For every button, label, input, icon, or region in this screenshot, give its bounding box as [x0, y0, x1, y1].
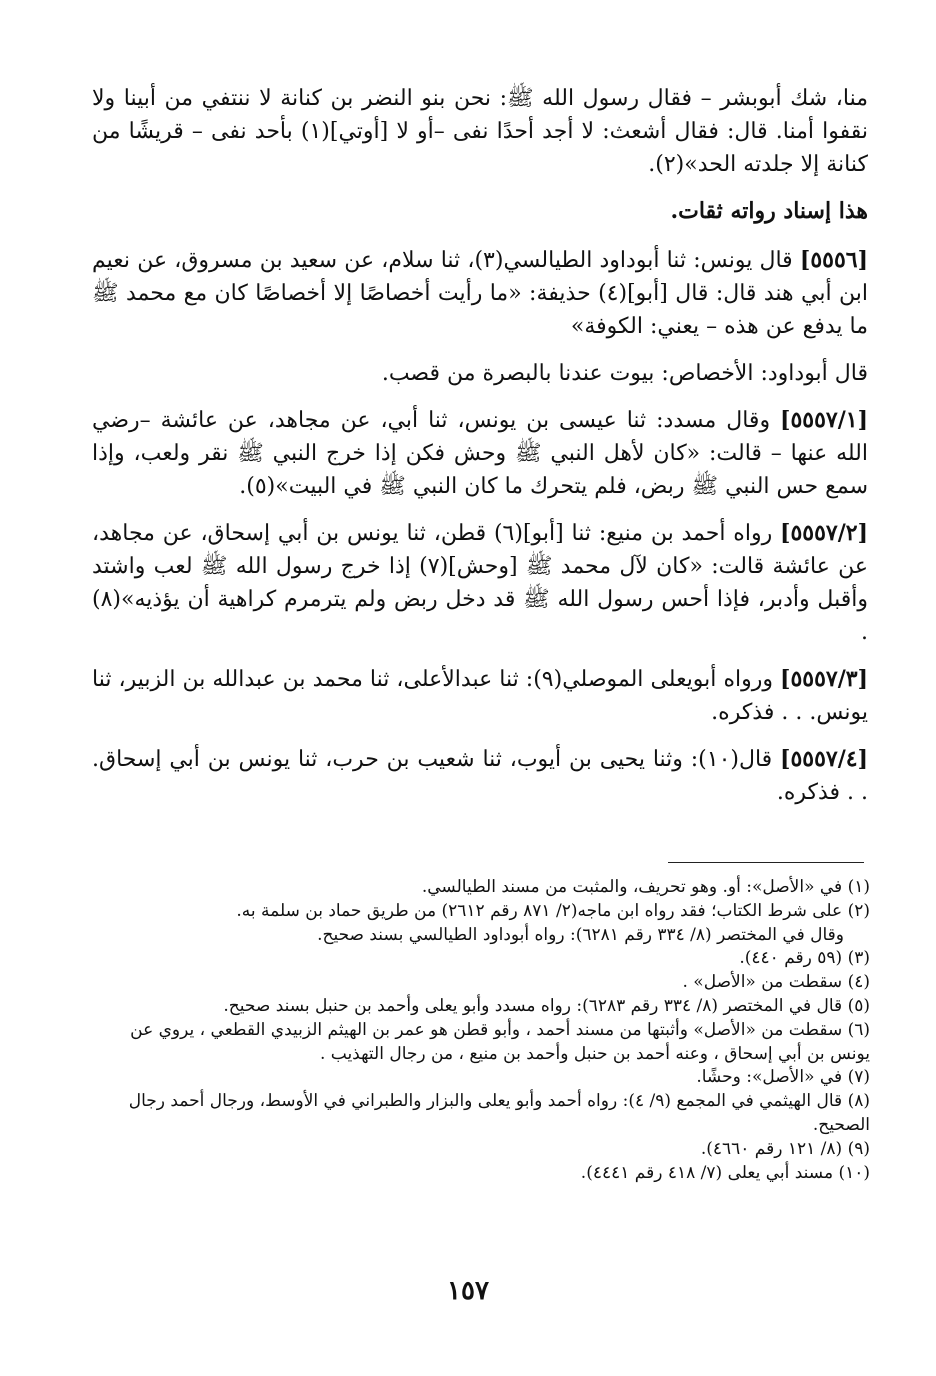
hadith-5557-4 — [92, 743, 868, 809]
footnote-5: (٥) قال في المختصر (٨/ ٣٣٤ رقم ٦٢٨٣): رواه مسدد وأبو يعلى وأحمد بن حنبل بسند صحيح. — [223, 995, 870, 1016]
footnote-4: (٤) سقطت من «الأصل» . — [682, 972, 870, 993]
hadith-text: قال يونس: ثنا أبوداود الطيالسي(٣)، ثنا سلام، عن سعيد بن مسروق، عن نعيم ابن أبي هند قال: قال [أبو](٤) حذيفة: «ما رأيت أخصاصًا إلا أخصاصًا كان مع محمد ﷺ ما يدفع عن هذه – يعني: الكوفة» — [92, 248, 868, 339]
footnote-6: (٦) سقطت من «الأصل» وأثبتها من مسند أحمد ، وأبو قطن هو عمر بن الهيثم الزبيدي القطعي ، يروي عن يونس بن أبي إسحاق ، وعنه أحمد بن حنبل وأحمد بن منيع ، من رجال التهذيب . — [130, 1019, 870, 1064]
hadith-text: رواه أحمد بن منيع: ثنا [أبو](٦) قطن، ثنا يونس بن أبي إسحاق، عن مجاهد، عن عائشة قالت: «كان لآل محمد ﷺ [وحش](٧) إذا خرج رسول الله ﷺ لعب واشتد وأقبل وأدبر، فإذا أحس رسول الله ﷺ قد دخل ربض ولم يترمرم كراهية أن يؤذيه»(٨) . — [92, 521, 869, 645]
footnote-2-continued: وقال في المختصر (٨/ ٣٣٤ رقم ٦٢٨١): رواه أبوداود الطيالسي بسند صحيح. — [317, 924, 844, 945]
hadith-number: [٥٥٥٦] — [799, 247, 868, 273]
footnote-separator — [668, 862, 864, 863]
footnote-9: (٩) (٨/ ١٢١ رقم ٤٦٦٠). — [700, 1138, 870, 1159]
footnote-2: (٢) على شرط الكتاب؛ فقد رواه ابن ماجه(٢/ ٨٧١ رقم ٢٦١٢) من طريق حماد بن سلمة به. — [236, 900, 870, 921]
footnote-1: (١) في «الأصل»: أو. وهو تحريف، والمثبت من مسند الطيالسي. — [421, 877, 870, 897]
hadith-number: [٥٥٥٧/٢] — [780, 520, 868, 546]
footnote-7: (٧) في «الأصل»: وحشًا. — [696, 1067, 870, 1088]
abudawud-explanation: قال أبوداود: الأخصاص: بيوت عندنا بالبصرة من قصب. — [381, 361, 868, 386]
hadith-5556 — [92, 244, 868, 343]
hadith-5557-1 — [92, 404, 868, 503]
hadith-text: قال(١٠): وثنا يحيى بن أيوب، ثنا شعيب بن حرب، ثنا يونس بن أبي إسحاق. . . فذكره. — [92, 747, 868, 805]
hadith-5557-2 — [92, 517, 868, 649]
footnotes — [88, 876, 870, 1185]
hadith-number: [٥٥٥٧/٤] — [780, 746, 868, 772]
page-number: ١٥٧ — [447, 1276, 489, 1306]
footnote-10: (١٠) مسند أبي يعلى (٧/ ٤١٨ رقم ٤٤٤١). — [580, 1162, 870, 1183]
hadith-5557-3 — [92, 663, 868, 729]
main-text — [92, 82, 868, 809]
hadith-text: وقال مسدد: ثنا عيسى بن يونس، ثنا أبي، عن مجاهد، عن عائشة –رضي الله عنها – قالت: «كان لأهل النبي ﷺ وحش فكن إذا خرج النبي ﷺ نقر ولعب، وإذا سمع حس النبي ﷺ ربض، فلم يتحرك ما كان النبي ﷺ في البيت»(٥). — [92, 408, 868, 499]
hadith-number: [٥٥٥٧/٣] — [780, 666, 868, 692]
footnote-8: (٨) قال الهيثمي في المجمع (٩/ ٤): رواه أحمد وأبو يعلى والبزار والطبراني في الأوسط، ورجال أحمد رجال الصحيح. — [128, 1091, 870, 1135]
footnote-3: (٣) (٥٩ رقم ٤٤٠). — [739, 948, 870, 969]
isnad-note: هذا إسناد رواته ثقات. — [670, 198, 868, 224]
intro-paragraph: منا، شك أبوبشر – فقال رسول الله ﷺ: نحن بنو النضر بن كنانة لا ننتفي من أبينا ولا نقفوا أمنا. قال: فقال أشعث: لا أجد أحدًا نفى –أو لا [أوتي](١) بأحد نفى – قريشًا من كنانة إلا جلدته الحد»(٢). — [92, 86, 868, 177]
hadith-text: ورواه أبويعلى الموصلي(٩): ثنا عبدالأعلى، ثنا محمد بن عبدالله بن الزبير، ثنا يونس. . . فذكره. — [92, 667, 868, 725]
hadith-number: [٥٥٥٧/١] — [780, 407, 868, 433]
